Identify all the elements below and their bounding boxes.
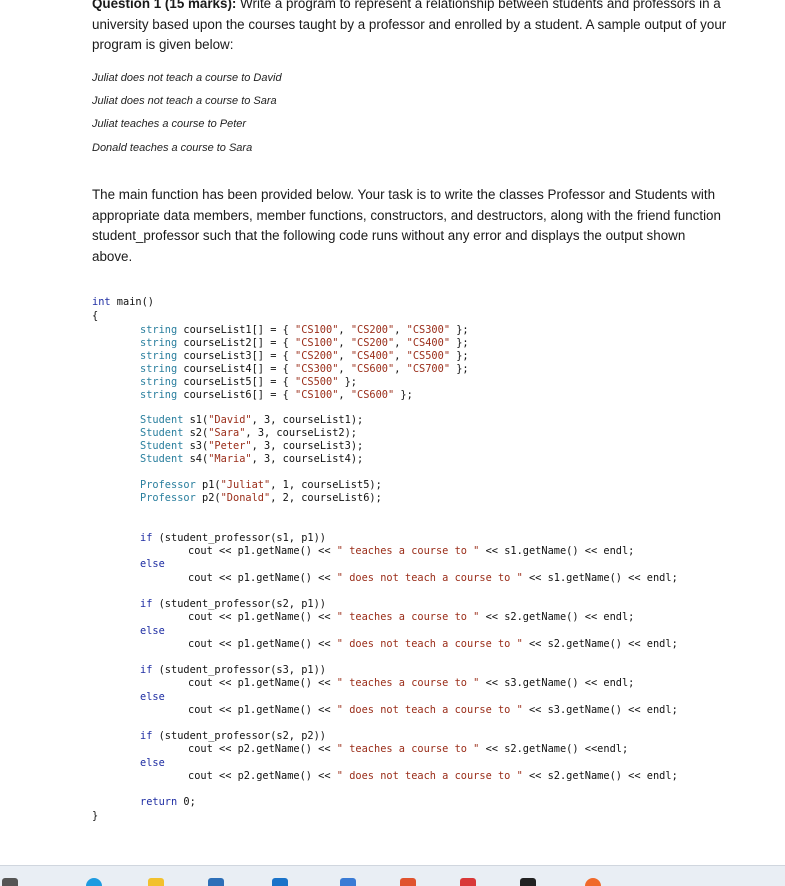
code-line: if (student_professor(s2, p1)) [140, 598, 326, 610]
code-line: cout << p2.getName() << " does not teach a course to " << s2.getName() << endl; [188, 770, 678, 782]
code-line: string courseList6[] = { "CS100", "CS600" }; [140, 389, 413, 401]
code-line: string courseList5[] = { "CS500" }; [140, 376, 358, 388]
code-line: cout << p1.getName() << " teaches a course to " << s2.getName() << endl; [188, 611, 635, 623]
sample-line: Juliat does not teach a course to David [92, 72, 282, 84]
code-line: string courseList3[] = { "CS200", "CS400", "CS500" }; [140, 350, 469, 362]
code-line: cout << p1.getName() << " does not teach a course to " << s1.getName() << endl; [188, 572, 678, 584]
code-line: cout << p1.getName() << " teaches a course to " << s3.getName() << endl; [188, 677, 635, 689]
code-line: Professor p1("Juliat", 1, courseList5); [140, 479, 382, 491]
code-line: } [92, 810, 99, 822]
code-line: cout << p1.getName() << " teaches a course to " << s1.getName() << endl; [188, 545, 635, 557]
question-label: Question 1 (15 marks): [92, 0, 237, 11]
code-line: cout << p2.getName() << " teaches a course to " << s2.getName() <<endl; [188, 743, 629, 755]
code-line: if (student_professor(s2, p2)) [140, 730, 326, 742]
code-line: Student s2("Sara", 3, courseList2); [140, 427, 358, 439]
instructions-paragraph: The main function has been provided below. Your task is to write the classes Professor and Students with appropriate data members, member functions, constructors, and destructors, along with the friend function student_professor such that the following code runs without any error and displays the output shown above. [92, 187, 721, 264]
code-line: if (student_professor(s1, p1)) [140, 532, 326, 544]
code-line: cout << p1.getName() << " does not teach a course to " << s2.getName() << endl; [188, 638, 678, 650]
code-line: { [92, 310, 99, 322]
code-line: else [140, 625, 165, 637]
code-line: Student s4("Maria", 3, courseList4); [140, 453, 364, 465]
sample-output [92, 72, 282, 165]
code-line: string courseList4[] = { "CS300", "CS600", "CS700" }; [140, 363, 469, 375]
code-line: if (student_professor(s3, p1)) [140, 664, 326, 676]
code-line: else [140, 558, 165, 570]
code-line: Student s1("David", 3, courseList1); [140, 414, 364, 426]
taskbar [0, 865, 785, 886]
code-line: return 0; [140, 796, 196, 808]
code-line: Student s3("Peter", 3, courseList3); [140, 440, 364, 452]
code-line: Professor p2("Donald", 2, courseList6); [140, 492, 382, 504]
question-text: Write a program to represent a relationship between students and professors in a university based upon the courses taught by a professor and enrolled by a student. A sample output of your program is given below: [92, 0, 727, 52]
sample-line: Juliat does not teach a course to Sara [92, 95, 277, 108]
sample-line: Donald teaches a course to Sara [92, 141, 253, 154]
code-line: string courseList2[] = { "CS100", "CS200", "CS400" }; [140, 337, 469, 349]
code-line: cout << p1.getName() << " does not teach a course to " << s3.getName() << endl; [188, 704, 678, 716]
sample-line: Juliat teaches a course to Peter [92, 118, 247, 131]
question-heading [92, 0, 732, 56]
code-line: int main() [92, 296, 155, 308]
code-line: string courseList1[] = { "CS100", "CS200", "CS300" }; [140, 324, 469, 336]
code-line: else [140, 757, 165, 769]
code-line: else [140, 691, 165, 703]
